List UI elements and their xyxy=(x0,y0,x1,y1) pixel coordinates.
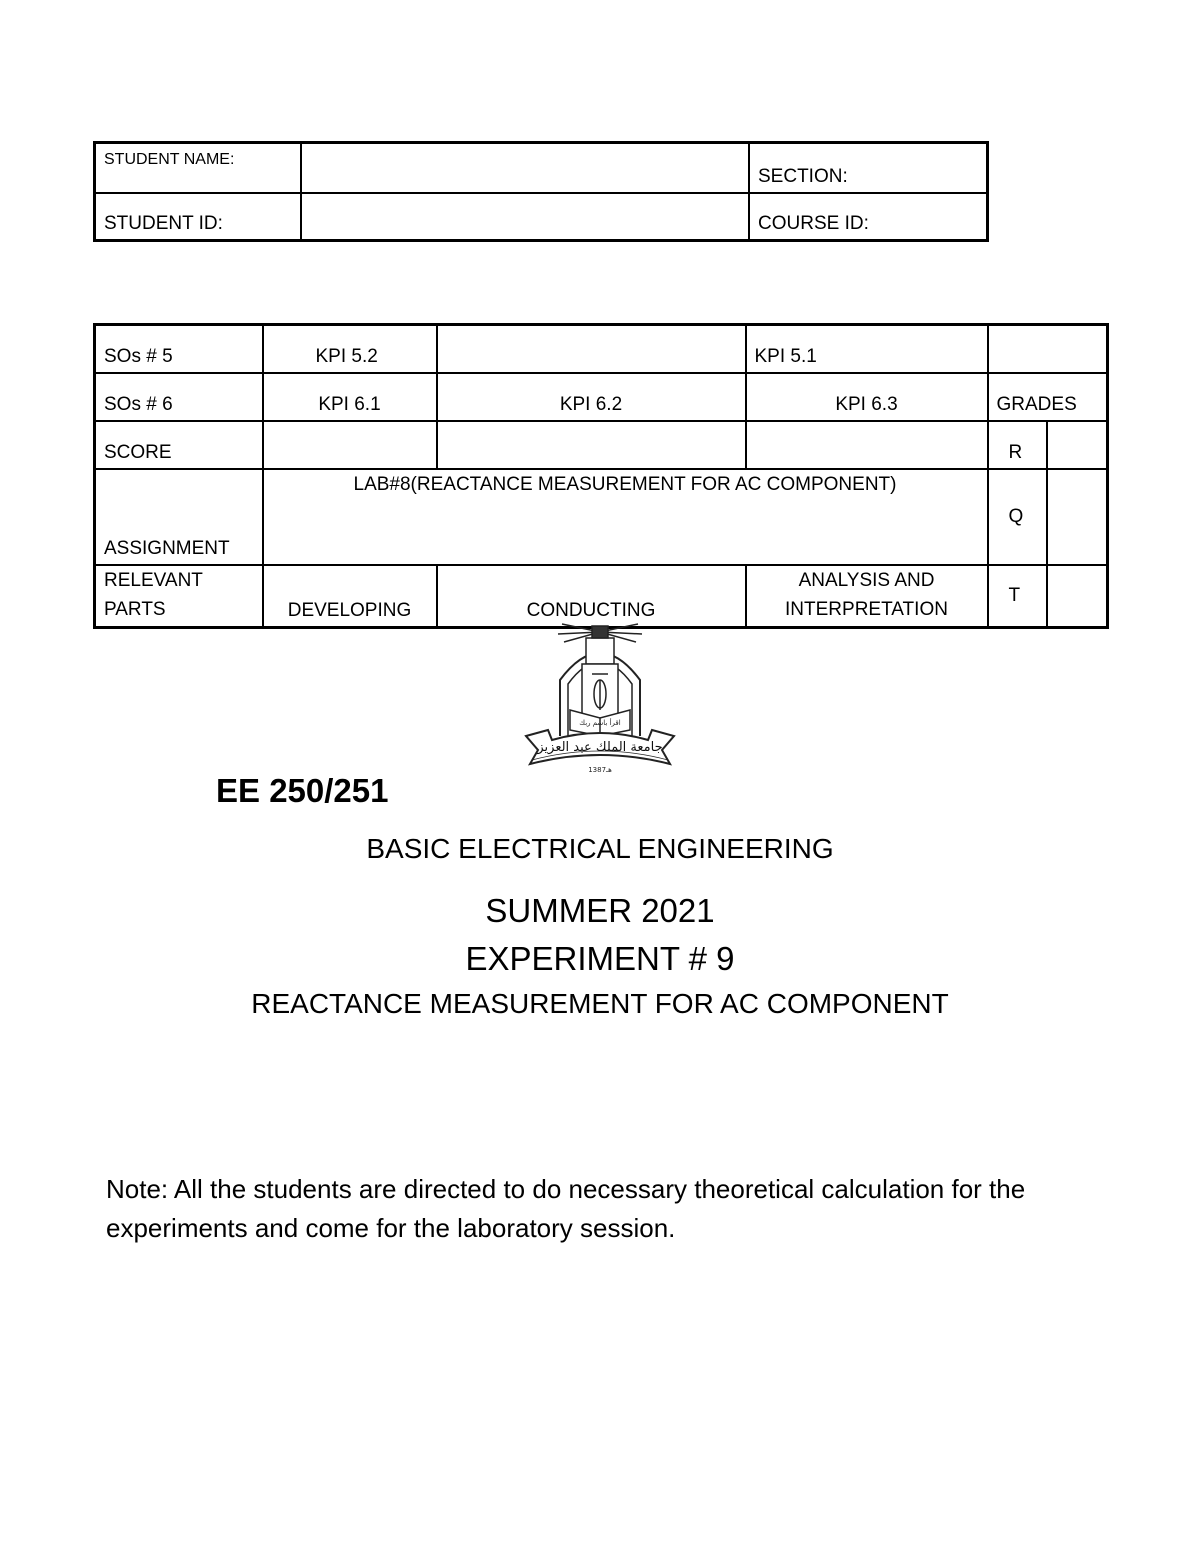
kpi-6-2: KPI 6.2 xyxy=(437,373,746,421)
university-seal-icon xyxy=(522,618,678,776)
part-developing: DEVELOPING xyxy=(263,565,437,627)
grade-r-label: R xyxy=(988,421,1047,469)
student-id-field[interactable] xyxy=(301,193,749,241)
so5-label: SOs # 5 xyxy=(95,325,263,374)
kpi-5-1: KPI 5.1 xyxy=(746,325,988,374)
grade-t-value[interactable] xyxy=(1047,565,1108,627)
term: SUMMER 2021 xyxy=(485,892,715,929)
grades-header: GRADES xyxy=(988,373,1108,421)
note-text: Note: All the students are directed to do necessary theoretical calculation for the experiments and come for the laboratory session. xyxy=(106,1174,1026,1243)
grade-t-label: T xyxy=(988,565,1047,627)
score-cell-1[interactable] xyxy=(263,421,437,469)
kpi-6-3: KPI 6.3 xyxy=(746,373,988,421)
student-info-table xyxy=(93,141,989,242)
student-id-label: STUDENT ID: xyxy=(95,193,302,241)
kpi-blank-cell xyxy=(437,325,746,374)
kpi-6-1: KPI 6.1 xyxy=(263,373,437,421)
assignment-label: ASSIGNMENT xyxy=(95,469,263,565)
grading-table xyxy=(93,323,1109,629)
assignment-value: LAB#8(REACTANCE MEASUREMENT FOR AC COMPONENT) xyxy=(263,469,988,565)
grade-q-label: Q xyxy=(988,469,1047,565)
so6-label: SOs # 6 xyxy=(95,373,263,421)
score-cell-2[interactable] xyxy=(437,421,746,469)
relevant-parts-label xyxy=(95,565,263,627)
analysis-line2: INTERPRETATION xyxy=(785,599,948,621)
student-name-label: STUDENT NAME: xyxy=(95,143,302,194)
kpi-5-2: KPI 5.2 xyxy=(263,325,437,374)
relevant-line2: PARTS xyxy=(104,599,166,621)
course-code: EE 250/251 xyxy=(216,772,389,809)
grade-q-value[interactable] xyxy=(1047,469,1108,565)
grades-blank-cell xyxy=(988,325,1108,374)
part-analysis xyxy=(746,565,988,627)
course-name: BASIC ELECTRICAL ENGINEERING xyxy=(366,833,834,864)
score-label: SCORE xyxy=(95,421,263,469)
grade-r-value[interactable] xyxy=(1047,421,1108,469)
course-id-label: COURSE ID: xyxy=(749,193,988,241)
relevant-line1: RELEVANT xyxy=(104,570,203,591)
student-name-field[interactable] xyxy=(301,143,749,194)
seal-year: 1387هـ xyxy=(588,766,612,774)
experiment-title: REACTANCE MEASUREMENT FOR AC COMPONENT xyxy=(251,988,949,1019)
score-cell-3[interactable] xyxy=(746,421,988,469)
part-conducting: CONDUCTING xyxy=(437,565,746,627)
analysis-line1: ANALYSIS AND xyxy=(798,570,935,591)
seal-motto: اقرأ باسم ربك xyxy=(579,719,621,727)
seal-text: جامعة الملك عبد العزيز xyxy=(537,740,663,755)
experiment-number: EXPERIMENT # 9 xyxy=(465,940,735,977)
section-label: SECTION: xyxy=(749,143,988,194)
